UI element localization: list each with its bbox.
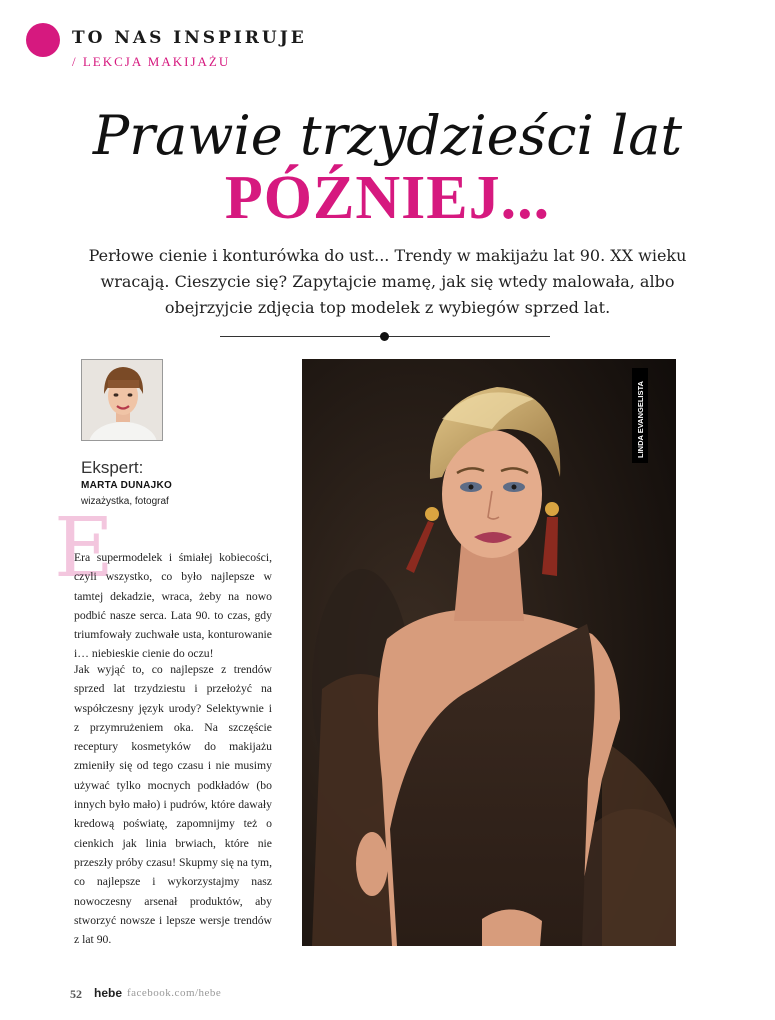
lead-paragraph: Perłowe cienie i konturówka do ust... Trendy w makijażu lat 90. XX wieku wracają. Cieszycie się? Zapytajcie mamę, jak się wtedy malowała, albo obejrzyjcie zdjęcia top modelek z wybiegów sprzed lat. <box>88 246 687 317</box>
article-paragraph: Jak wyjąć to, co najlepsze z trendów sprzed lat trzydziestu i przełożyć na współczesny język urody? Selektywnie i z przymrużeniem oka. Na szczęście receptury kosmetyków do makijażu zmieniły się od tego czasu i nie musimy używać tylko mocnych podkładów (bo innych było mało) i pudrów, które dawały kredową poświatę, zapomnijmy też o cienkich jak linia brwiach, które nie przeszły próby czasu! Skupmy się na tym, co najlepsze i wykorzystajmy nasz nowoczesny arsenał produktów, aby stworzyć nowsze i lepsze wersje trendów z lat 90. <box>74 663 272 947</box>
page-number: 52 <box>70 987 82 1001</box>
section-title: TO NAS INSPIRUJE <box>72 28 307 48</box>
expert-portrait <box>81 359 163 441</box>
section-marker-dot <box>26 23 60 57</box>
photo-caption <box>632 368 648 463</box>
drop-cap: E <box>54 501 114 596</box>
brand-logo-text: hebe <box>94 986 123 1000</box>
section-subtitle: / LEKCJA MAKIJAŻU <box>72 54 231 69</box>
headline-line1: Prawie trzydzieści lat <box>92 104 683 167</box>
social-link[interactable]: facebook.com/hebe <box>127 987 222 999</box>
expert-label: Ekspert: <box>81 458 144 477</box>
article-paragraph: Era supermodelek i śmiałej kobiecości, czyli wszystko, co było najlepsze w tamtej dekadzie, wraca, żeby na nowo podbić nasze serca. Lata 90. to czas, gdy triumfowały zuchwałe usta, konturowanie i… niebieskie cienie do oczu! <box>74 551 272 661</box>
headline-line2: PÓŹNIEJ... <box>224 164 551 232</box>
photo-caption-text: LINDA EVANGELISTA <box>636 381 645 458</box>
divider-dot <box>380 332 389 341</box>
expert-name: MARTA DUNAJKO <box>81 480 173 491</box>
runway-photo <box>302 359 676 946</box>
expert-role: wizażystka, fotograf <box>81 496 169 507</box>
